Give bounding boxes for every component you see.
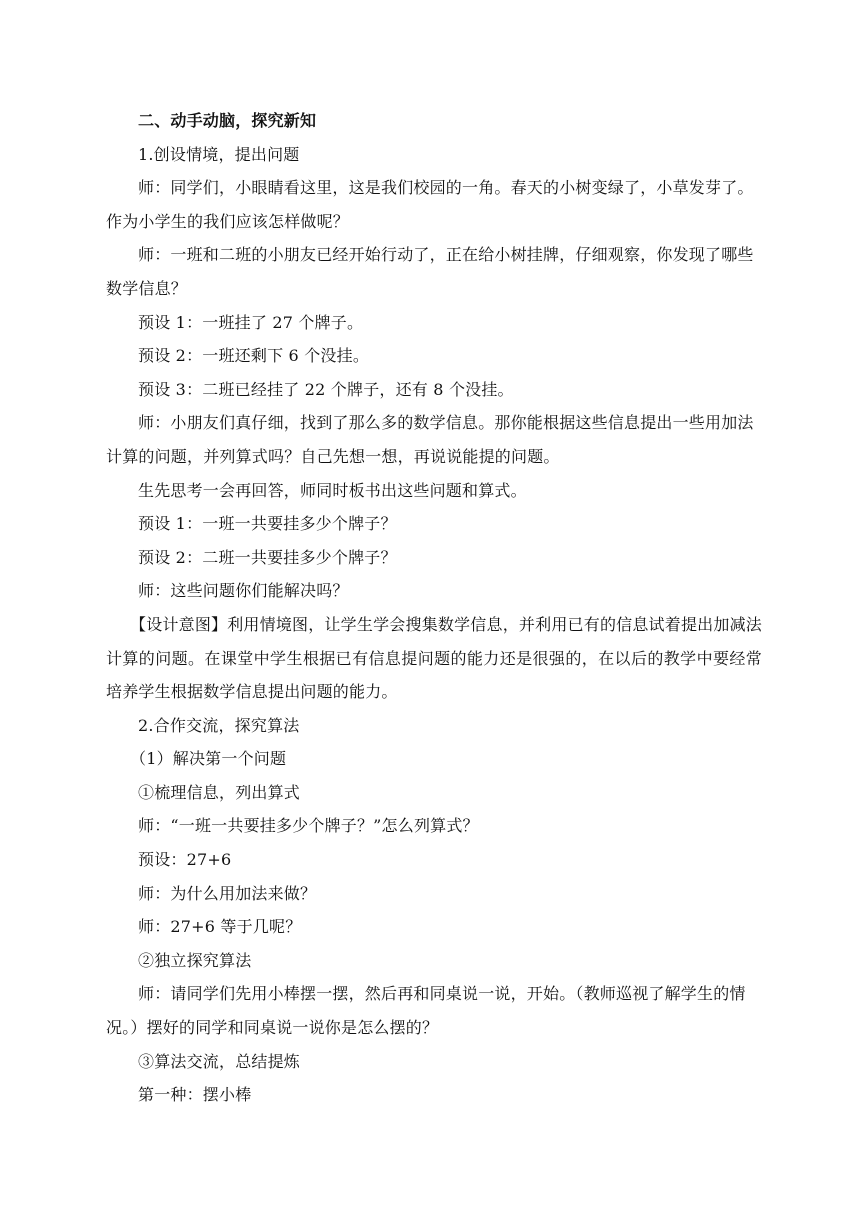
paragraph: 第一种：摆小棒 (138, 1085, 252, 1105)
paragraph: 预设 1：一班一共要挂多少个牌子？ (138, 514, 397, 534)
paragraph: 师：同学们，小眼睛看这里，这是我们校园的一角。春天的小树变绿了，小草发芽了。作为小学生的我们应该怎样做呢？ (106, 178, 754, 231)
subsection-heading: （1）解决第一个问题 (130, 749, 287, 769)
paragraph: 师：“一班一共要挂多少个牌子？”怎么列算式？ (138, 816, 479, 836)
paragraph: 师：一班和二班的小朋友已经开始行动了，正在给小树挂牌，仔细观察，你发现了哪些数学信息？ (106, 245, 754, 298)
paragraph: 师：请同学们先用小棒摆一摆，然后再和同桌说一说，开始。（教师巡视了解学生的情况。）摆好的同学和同桌说一说你是怎么摆的？ (106, 984, 746, 1038)
paragraph: ②独立探究算法 (138, 950, 252, 970)
subsection-heading: 1.创设情境，提出问题 (138, 144, 300, 164)
paragraph: 师：小朋友们真仔细，找到了那么多的数学信息。那你能根据这些信息提出一些用加法计算的问题，并列算式吗？自己先想一想，再说说能提的问题。 (106, 413, 754, 466)
paragraph: 预设 3：二班已经挂了 22 个牌子，还有 8 个没挂。 (138, 379, 514, 399)
paragraph: 师：27+6 等于几呢？ (138, 917, 302, 937)
section-heading: 二、动手动脑，探究新知 (138, 111, 317, 130)
paragraph: 师：为什么用加法来做？ (138, 883, 317, 903)
paragraph: 预设 2：二班一共要挂多少个牌子？ (138, 547, 397, 567)
paragraph: 预设 2：一班还剩下 6 个没挂。 (138, 346, 370, 366)
paragraph: 生先思考一会再回答，师同时板书出这些问题和算式。 (138, 480, 527, 500)
paragraph: ①梳理信息，列出算式 (138, 782, 301, 802)
paragraph: 预设 1：一班挂了 27 个牌子。 (138, 312, 364, 332)
paragraph: 预设：27+6 (138, 850, 232, 870)
document-body (106, 104, 762, 1112)
subsection-heading: 2.合作交流，探究算法 (138, 715, 300, 735)
design-intent-paragraph: 【设计意图】利用情境图，让学生学会搜集数学信息，并利用已有的信息试着提出加减法计算的问题。在课堂中学生根据已有信息提问题的能力还是很强的，在以后的教学中要经常培养学生根据数学信息提出问题的能力。 (106, 614, 762, 702)
paragraph: ③算法交流，总结提炼 (138, 1051, 301, 1071)
paragraph: 师：这些问题你们能解决吗？ (138, 581, 349, 601)
